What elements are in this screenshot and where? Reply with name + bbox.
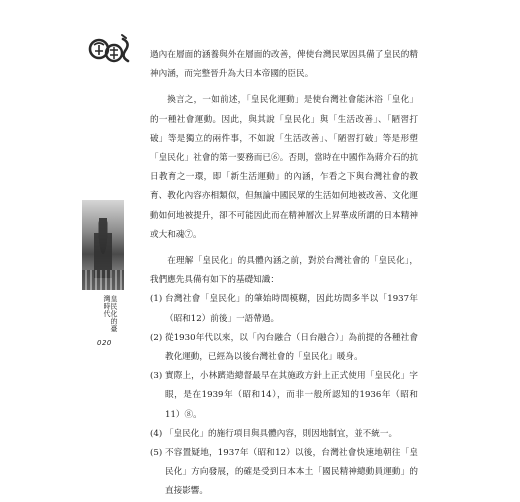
list-number: (1) [150, 294, 163, 305]
list-number: (5) [150, 448, 163, 459]
list-text: 台灣社會「皇民化」的肇始時間模糊，因此坊間多半以「1937年（昭和12）前後」一語帶過。 [165, 294, 418, 324]
photo-crowd [82, 270, 124, 290]
list-number: (3) [150, 371, 163, 382]
list-text: 從1930年代以來，以「內台融合（日台融合）」為前提的各種社會教化運動，已經為以後台灣社會的「皇民化」暖身。 [165, 332, 418, 363]
sidebar-historical-photo [82, 200, 124, 290]
list-text: 實際上，小林躋造總督最早在其施政方針上正式使用「皇民化」字眼，是在1939年（昭和14），而非一般所認知的1936年（昭和11）⑧。 [165, 371, 418, 420]
list-number: (4) [150, 428, 163, 439]
numbered-list [150, 290, 418, 501]
list-text: 不容置疑地，1937年（昭和12）以後，台灣社會快速地朝往「皇民化」方向發展，的確是受到日本本土「國民精神總動員運動」的直接影響。 [165, 448, 418, 497]
paragraph: 換言之，一如前述，「皇民化運動」是使台灣社會能沐浴「皇化」的一種社會運動。因此，與其說「皇民化」與「生活改善」、「陋習打破」等是獨立的兩件事，不如說「生活改善」、「陋習打破」等是形塑「皇民化」社會的第一要務而已⑥。否則，當時在中國作為蔣介石的抗日教育之一環，即「新生活運動」的內涵，乍看之下與台灣社會的教育、教化內容亦相類似，但無論中國民眾的生活如何地被改善、文化運動如何地被提升，卻不可能因此而在精神層次上昇華成所謂的日本精神或大和魂⑦。 [150, 95, 418, 240]
photo-figure [94, 218, 112, 278]
paragraph: 在理解「皇民化」的具體內涵之前，對於台灣社會的「皇民化」，我們應先具備有如下的基礎知識： [150, 256, 418, 286]
list-item [150, 329, 418, 367]
list-item [150, 444, 418, 502]
paragraph-continued: 過內在層面的涵養與外在層面的改善，俾使台灣民眾因具備了皇民的精神內涵，而完整晉升為大日本帝國的臣民。 [150, 50, 418, 80]
list-text: 「皇民化」的施行項目與具體內容，則因地制宜，並不統一。 [165, 428, 398, 439]
page-number: 020 [97, 339, 112, 347]
list-item [150, 367, 418, 425]
chapter-title: 皇民化的臺灣時代 [103, 295, 118, 333]
main-text [150, 46, 418, 502]
list-number: (2) [150, 332, 163, 343]
list-item [150, 425, 418, 444]
book-title-logo [88, 30, 134, 70]
calligraphy-logo-icon [88, 30, 134, 70]
list-item [150, 290, 418, 328]
